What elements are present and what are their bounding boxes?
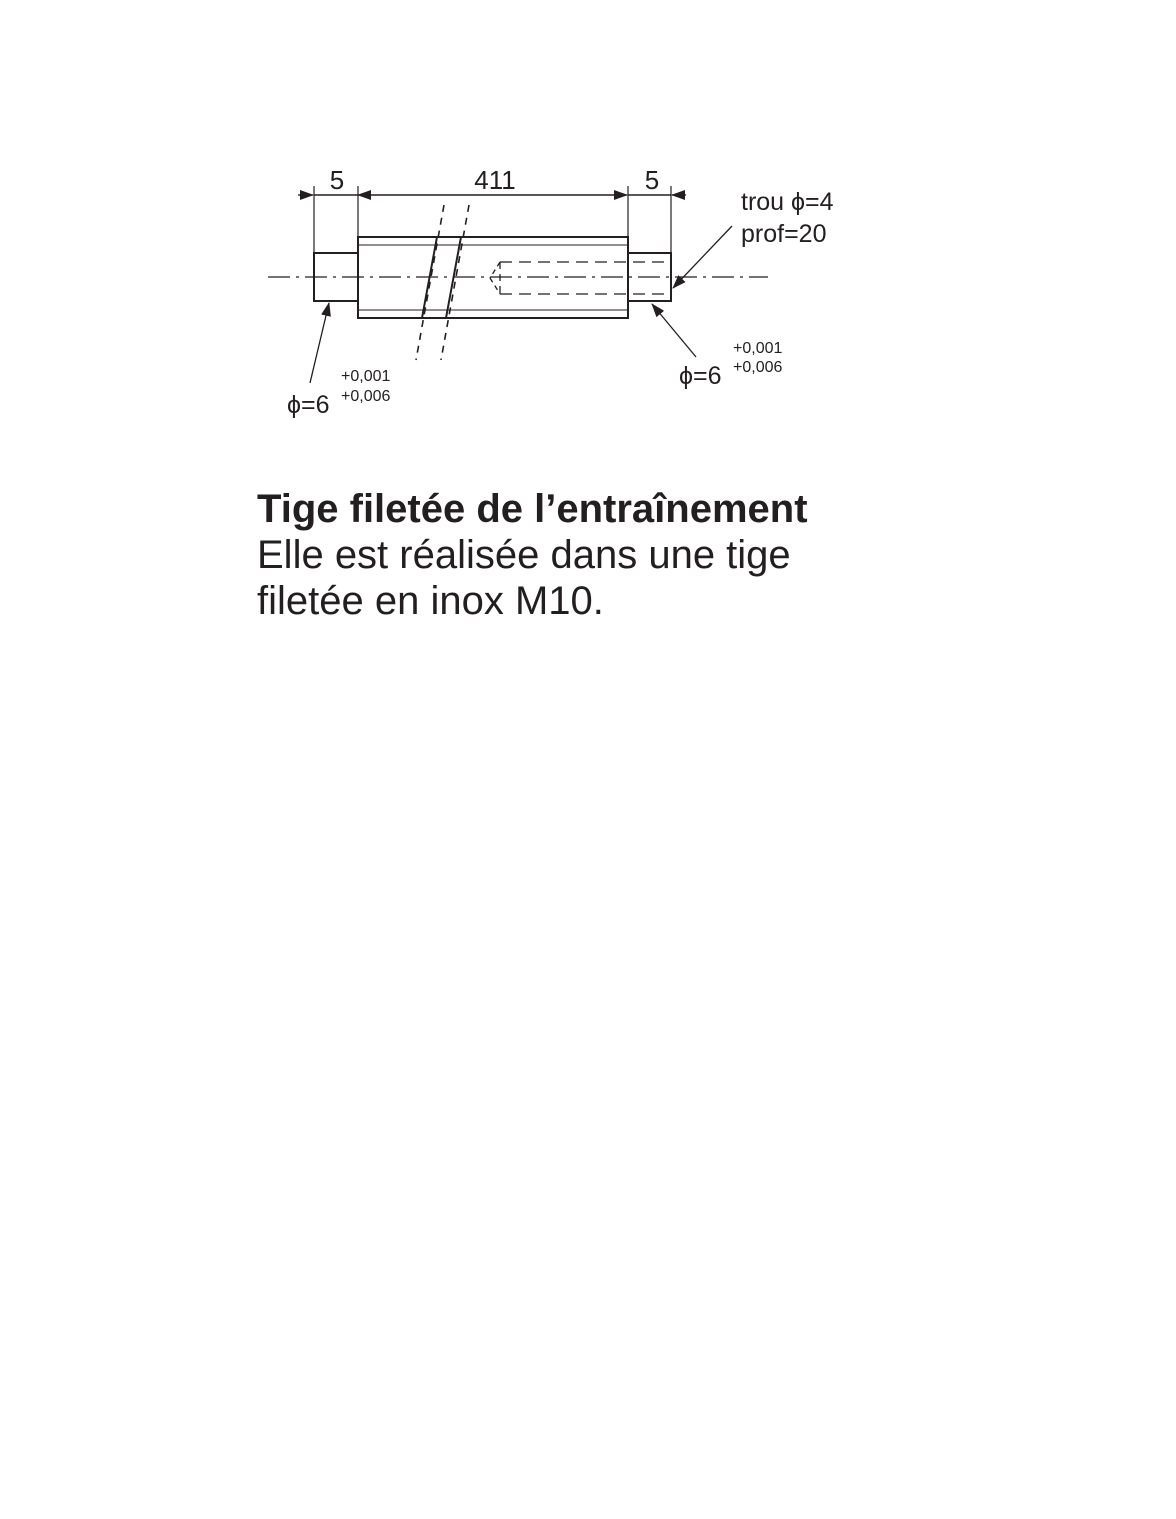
break-lines (387, 200, 469, 365)
right-diameter-tol-lower: +0,006 (733, 359, 783, 376)
technical-drawing (0, 0, 1176, 480)
left-diameter-label: ϕ=6 (287, 391, 330, 419)
left-diameter-tol-lower: +0,006 (341, 388, 391, 405)
left-diameter-leader (310, 303, 329, 383)
hole-note-line2: prof=20 (741, 220, 827, 248)
dim-label-left-end: 5 (329, 165, 345, 195)
dim-label-body: 411 (474, 165, 516, 195)
left-diameter-tol-upper: +0,001 (341, 368, 391, 385)
right-diameter-leader (652, 304, 696, 357)
caption-title: Tige filetée de l’entraînement (257, 487, 808, 531)
extension-lines (314, 186, 671, 253)
hidden-hole (490, 262, 671, 294)
caption-block (257, 486, 957, 624)
hole-note-leader (673, 226, 732, 288)
right-diameter-tol-upper: +0,001 (733, 340, 783, 357)
right-diameter-label: ϕ=6 (679, 362, 722, 390)
dim-label-right-end: 5 (644, 165, 660, 195)
caption-text-line-1: Elle est réalisée dans une tige (257, 533, 791, 577)
caption-text-line-2: filetée en inox M10. (257, 579, 604, 623)
hole-note-line1: trou ϕ=4 (741, 188, 834, 216)
